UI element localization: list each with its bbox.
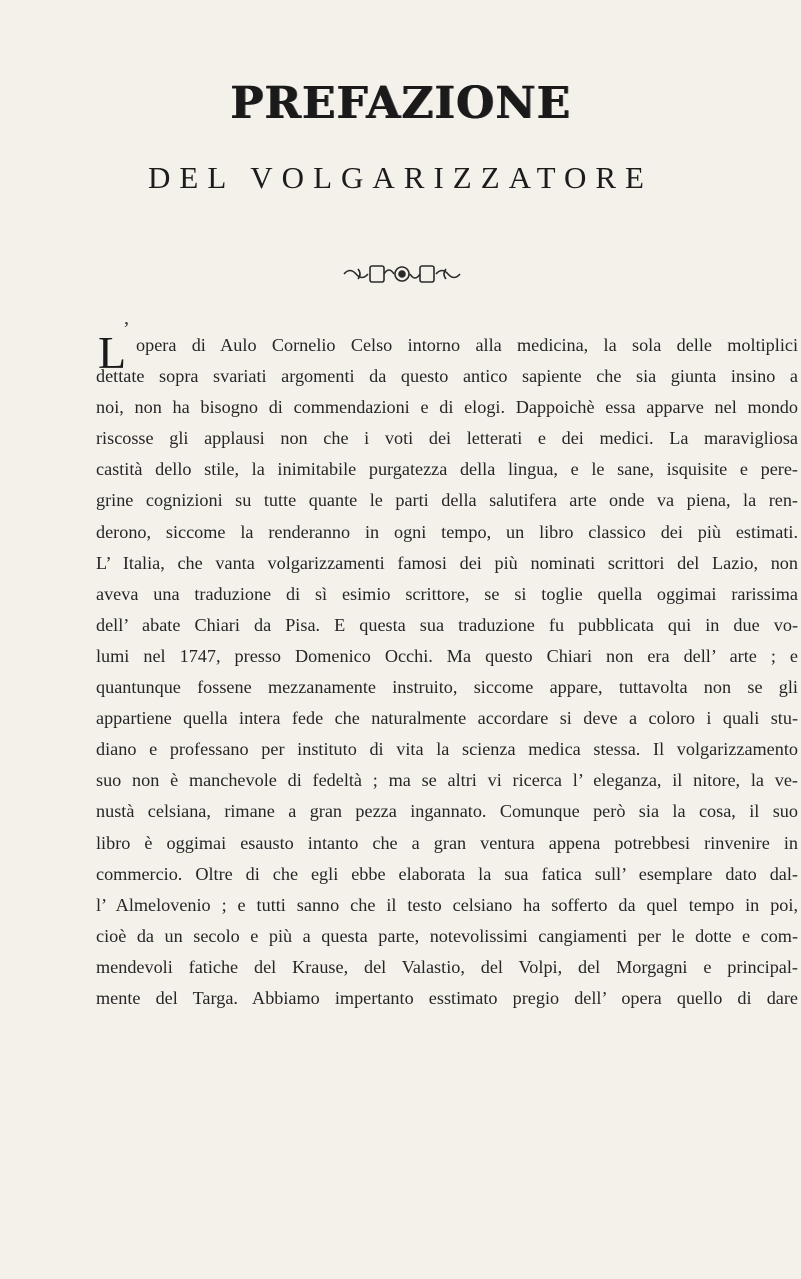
drop-cap: L — [98, 327, 127, 378]
page-subtitle: DEL VOLGARIZZATORE — [148, 160, 653, 195]
text-line: dell’ abate Chiari da Pisa. E questa sua traduzione fu pubblicata qui in due vo- — [96, 614, 798, 635]
text-line: quantunque fossene mezzanamente instruito, siccome appare, tuttavolta non se gli — [96, 677, 798, 698]
text-line: libro è oggimai esausto intanto che a gran ventura appena potrebbesi rinvenire in — [96, 832, 798, 853]
text-line: suo non è manchevole di fedeltà ; ma se altri vi ricerca l’ eleganza, il nitore, la ve- — [96, 770, 798, 791]
text-line: opera di Aulo Cornelio Celso intorno alla medicina, la sola delle moltiplici — [136, 335, 798, 355]
text-line: L’ Italia, che vanta volgarizzamenti famosi dei più nominati scrittori del Lazio, non — [96, 552, 798, 573]
drop-cap-apostrophe: ’ — [123, 318, 130, 340]
text-line: castità dello stile, la inimitabile purgatezza della lingua, e le sane, isquisite e pere- — [96, 459, 798, 480]
text-line: riscosse gli applausi non che i voti dei letterati e dei medici. La maravigliosa — [96, 428, 798, 449]
text-line: diano e professano per instituto di vita la scienza medica stessa. Il volgarizzamento — [96, 739, 798, 760]
text-line: derono, siccome la renderanno in ogni tempo, un libro classico dei più estimati. — [96, 521, 798, 542]
text-line: grine cognizioni su tutte quante le parti della salutifera arte onde va piena, la ren- — [96, 490, 798, 511]
text-line: l’ Almelovenio ; e tutti sanno che il testo celsiano ha sofferto da quel tempo in poi, — [96, 894, 798, 915]
text-line: noi, non ha bisogno di commendazioni e di elogi. Dappoichè essa apparve nel mondo — [96, 397, 798, 418]
text-line: nustà celsiana, rimane a gran pezza ingannato. Comunque però sia la cosa, il suo — [96, 801, 798, 822]
text-line: appartiene quella intera fede che naturalmente accordare si deve a coloro i quali stu- — [96, 708, 798, 729]
text-line: dettate sopra svariati argomenti da questo antico sapiente che sia giunta insino a — [96, 366, 798, 387]
floral-ornament-icon — [340, 261, 464, 287]
text-line: mente del Targa. Abbiamo impertanto esstimato pregio dell’ opera quello di dare — [96, 987, 798, 1008]
text-line: mendevoli fatiche del Krause, del Valastio, del Volpi, del Morgagni e principal- — [96, 956, 798, 977]
text-line: commercio. Oltre di che egli ebbe elaborata la sua fatica sull’ esemplare dato dal- — [96, 863, 798, 884]
text-line: lumi nel 1747, presso Domenico Occhi. Ma questo Chiari non era dell’ arte ; e — [96, 645, 798, 666]
text-line: aveva una traduzione di sì esimio scrittore, se si toglie quella oggimai rarissima — [96, 583, 798, 604]
preface-body — [96, 327, 798, 1014]
page-title: PREFAZIONE — [230, 78, 571, 129]
text-line: cioè da un secolo e più a questa parte, notevolissimi cangiamenti per le dotte e com- — [96, 925, 798, 946]
